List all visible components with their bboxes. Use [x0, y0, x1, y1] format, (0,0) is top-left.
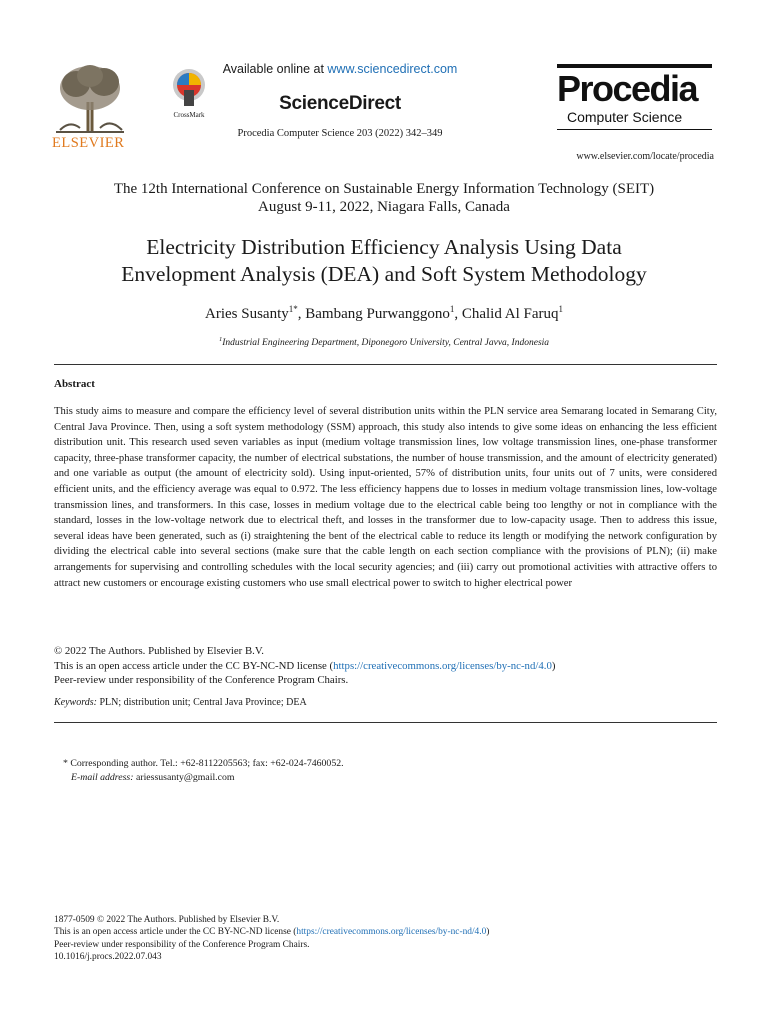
journal-citation: Procedia Computer Science 203 (2022) 342–349 [237, 128, 443, 139]
footer-license: This is an open access article under the CC BY-NC-ND license (https://creativecommons.org/licenses/by-nc-nd/4.0) [54, 927, 490, 938]
conference-line-2: August 9-11, 2022, Niagara Falls, Canada [258, 199, 510, 215]
corresponding-author: * Corresponding author. Tel.: +62-8112205563; fax: +62-024-7460052. [63, 758, 344, 769]
crossmark-label: CrossMark [173, 111, 205, 119]
page-footer [54, 914, 489, 964]
author-sup: 1* [288, 304, 298, 314]
email-address[interactable]: ariessusanty@gmail.com [135, 772, 235, 783]
abstract-heading: Abstract [54, 378, 95, 390]
affiliation-sup: 1 [218, 336, 223, 343]
paper-title-line-1: Electricity Distribution Efficiency Analysis Using Data [146, 235, 622, 259]
available-online-prefix: Available online at [222, 62, 328, 76]
journal-url[interactable]: www.elsevier.com/locate/procedia [576, 151, 714, 162]
email-label: E-mail address: [71, 772, 134, 783]
footer-doi[interactable]: 10.1016/j.procs.2022.07.043 [54, 952, 162, 963]
license-line: This is an open access article under the CC BY-NC-ND license (https://creativecommons.org/licenses/by-nc-nd/4.0) [54, 659, 556, 672]
license-link[interactable]: https://creativecommons.org/licenses/by-nc-nd/4.0 [333, 659, 552, 672]
abstract-text: This study aims to measure and compare the efficiency level of several distribution units within the PLN service area Semarang located in Semarang City, Central Java Province. Then, using a soft system methodology (SSM) approach, this study also intends to give some ideas on enhancing the less efficient distribution unit. This research used seven variables as input (medium voltage transmission lines, low voltage transmission lines, one-phase transformer capacity, three-phase transformer capacity, the number of electrical substations, the number of house transmission, and the amount of electricity generated) and one variable as output (the amount of electricity sold). Using input-oriented, 57% of distribution units, four units out of 7 units, were considered efficient units, and the efficiency average was equal to 0.972. The less efficiency happens due to losses in medium voltage transmission lines, low-voltage transmission lines, and transformers. In this case, losses in medium voltage due to the electrical cable being too lengthy or not in compliance with the standard, losses in the low-voltage network due to electrical theft, and losses in the transformer due to low-capacity usage. Then to address this issue, several ideas have been generated, such as (i) straightening the bent of the electrical cable to reduce its length or modifying the network configuration by dividing the electrical cable into several sections (make sure that the cable length on each section compliance with the provisions of PLN); (ii) make arrangements for supervising and controlling schedules with the local security agencies; and (iii) carry out promotional activities with attractive offers to attract new customers or encourage existing customers who use small electrical power to switch to higher electrical power [54, 406, 717, 589]
affiliation [40, 336, 728, 348]
author-name: Chalid Al Faruq [461, 306, 559, 322]
keywords [54, 697, 307, 708]
copyright-line: © 2022 The Authors. Published by Elsevier B.V. [54, 645, 264, 657]
keywords-text: PLN; distribution unit; Central Java Province; DEA [99, 697, 307, 708]
sciencedirect-title: ScienceDirect [279, 93, 401, 114]
authors: Aries Susanty$^{1*}$, Bambang Purwanggono$^1$, Chalid Al Faruq$^1$ [205, 304, 563, 322]
author-name: Aries Susanty [205, 306, 289, 322]
keywords-label: Keywords: [54, 697, 97, 708]
elsevier-logo [50, 62, 130, 152]
available-online [200, 62, 480, 76]
divider-top [54, 364, 717, 365]
sciencedirect-link[interactable]: www.sciencedirect.com [327, 62, 458, 76]
elsevier-wordmark: ELSEVIER [52, 135, 125, 151]
divider-bottom [54, 722, 717, 723]
peer-review-line: Peer-review under responsibility of the Conference Program Chairs. [54, 674, 349, 686]
correspondence [63, 757, 344, 785]
paper-title [40, 234, 728, 288]
footer-issn: 1877-0509 © 2022 The Authors. Published by Elsevier B.V. [54, 915, 280, 925]
conference-line-1: The 12th International Conference on Sustainable Energy Information Technology (SEIT) [113, 181, 655, 197]
paper-title-line-2: Envelopment Analysis (DEA) and Soft System Methodology [121, 262, 647, 286]
affiliation-text: Industrial Engineering Department, Diponegoro University, Central Javva, Indonesia [222, 338, 550, 349]
author-name: Bambang Purwanggono [305, 306, 450, 322]
procedia-title: Procedia [557, 68, 698, 109]
elsevier-tree-icon [50, 62, 130, 134]
footer-peer-review: Peer-review under responsibility of the Conference Program Chairs. [54, 939, 310, 950]
copyright-block [54, 644, 717, 688]
author-sup: 1 [558, 304, 563, 314]
author-sup: 1 [449, 304, 455, 314]
footer-license-link[interactable]: https://creativecommons.org/licenses/by-nc-nd/4.0 [296, 927, 487, 938]
procedia-subtitle: Computer Science [567, 109, 683, 125]
procedia-brand [557, 64, 712, 130]
